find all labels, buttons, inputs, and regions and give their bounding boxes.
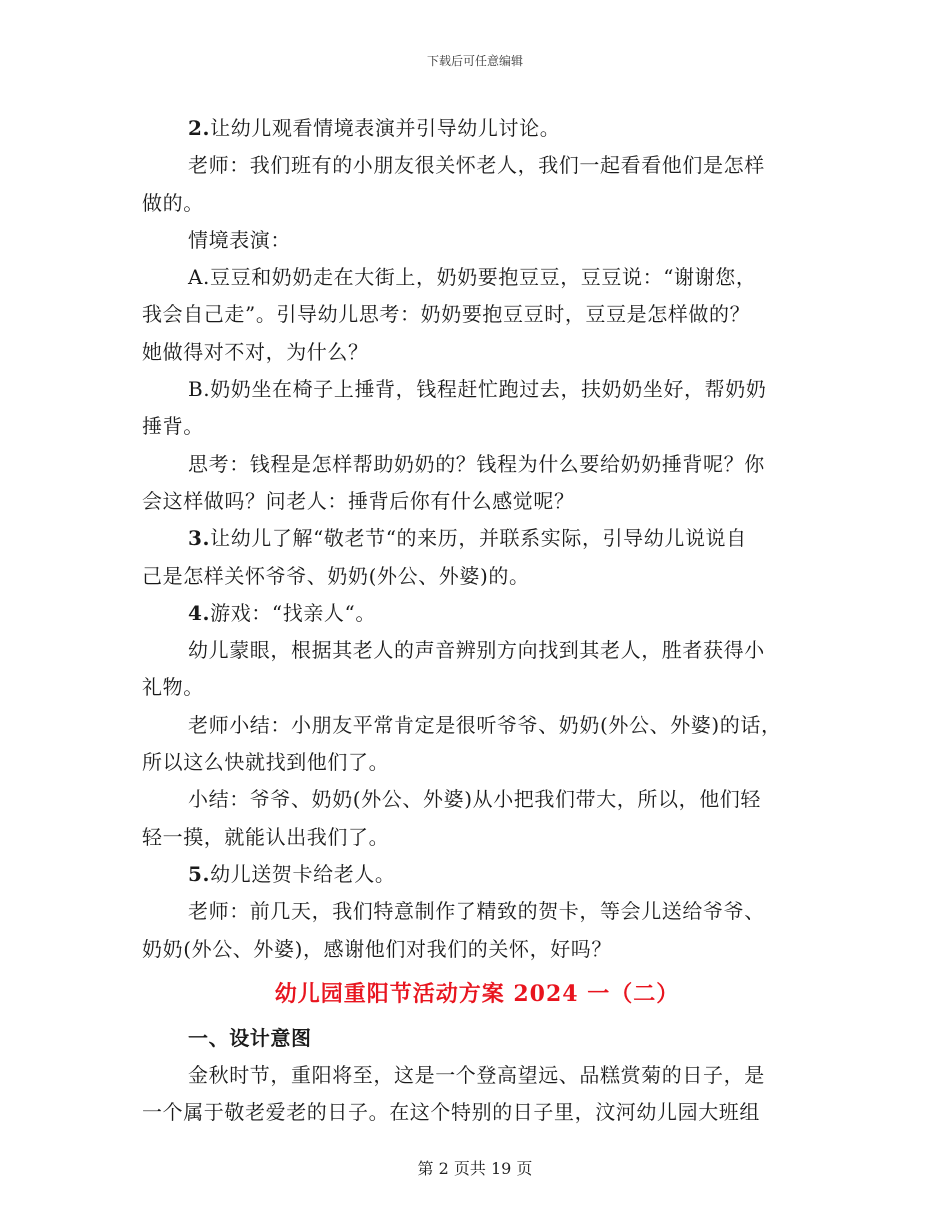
paragraph-line: 情境表演： xyxy=(188,227,291,252)
paragraph-line: 思考：钱程是怎样帮助奶奶的？钱程为什么要给奶奶捶背呢？你 xyxy=(188,451,765,476)
paragraph-line: 一个属于敬老爱老的日子。在这个特别的日子里，汶河幼儿园大班组 xyxy=(142,1100,760,1125)
list-number: 4. xyxy=(188,600,211,625)
page-footer: 第 2 页共 19 页 xyxy=(417,1159,533,1178)
list-item-4 xyxy=(142,595,812,632)
list-text: 游戏：“找亲人“。 xyxy=(210,600,376,625)
paragraph-line: 老师：前几天，我们特意制作了精致的贺卡，等会儿送给爷爷、 xyxy=(188,899,765,924)
paragraph-line: 轻一摸，就能认出我们了。 xyxy=(142,824,390,849)
paragraph-line: 所以这么快就找到他们了。 xyxy=(142,750,390,775)
list-text: 让幼儿了解“敬老节“的来历，并联系实际，引导幼儿说说自 xyxy=(210,526,747,551)
paragraph-line: 捶背。 xyxy=(142,414,204,439)
page-header: 下载后可任意编辑 xyxy=(426,54,523,68)
paragraph-line: 老师：我们班有的小朋友很关怀老人，我们一起看看他们是怎样 xyxy=(188,153,765,178)
list-text: 让幼儿观看情境表演并引导幼儿讨论。 xyxy=(210,116,561,140)
list-number: 5. xyxy=(188,861,211,886)
paragraph-line: 礼物。 xyxy=(142,675,204,700)
paragraph-line: 会这样做吗？问老人：捶背后你有什么感觉呢？ xyxy=(142,488,575,513)
list-item-5 xyxy=(142,856,812,893)
paragraph-line: B.奶奶坐在椅子上捶背，钱程赶忙跑过去，扶奶奶坐好，帮奶奶 xyxy=(188,377,767,402)
document-body xyxy=(142,110,812,1132)
paragraph-line: 金秋时节，重阳将至，这是一个登高望远、品糕赏菊的日子，是 xyxy=(188,1063,765,1088)
paragraph-line: 老师小结：小朋友平常肯定是很听爷爷、奶奶(外公、外婆)的话， xyxy=(188,712,782,737)
list-number: 2. xyxy=(188,116,211,140)
paragraph-line: 己是怎样关怀爷爷、奶奶(外公、外婆)的。 xyxy=(142,563,530,588)
paragraph-line: 小结：爷爷、奶奶(外公、外婆)从小把我们带大，所以，他们轻 xyxy=(188,787,762,812)
list-number: 3. xyxy=(188,526,211,551)
paragraph-line: 我会自己走”。引导幼儿思考：奶奶要抱豆豆时，豆豆是怎样做的？ xyxy=(142,302,751,327)
list-item-3 xyxy=(142,520,812,557)
section-heading: 一、设计意图 xyxy=(188,1025,312,1050)
paragraph-line: A.豆豆和奶奶走在大街上，奶奶要抱豆豆，豆豆说：“谢谢您， xyxy=(188,265,757,290)
list-text: 幼儿送贺卡给老人。 xyxy=(210,861,396,886)
paragraph-line: 幼儿蒙眼，根据其老人的声音辨别方向找到其老人，胜者获得小 xyxy=(188,638,765,663)
list-item-2 xyxy=(142,110,812,147)
paragraph-line: 奶奶(外公、外婆)，感谢他们对我们的关怀，好吗？ xyxy=(142,936,613,961)
document-title: 幼儿园重阳节活动方案 2024 一（二） xyxy=(274,980,680,1007)
paragraph-line: 她做得对不对，为什么？ xyxy=(142,339,369,364)
paragraph-line: 做的。 xyxy=(142,190,204,215)
